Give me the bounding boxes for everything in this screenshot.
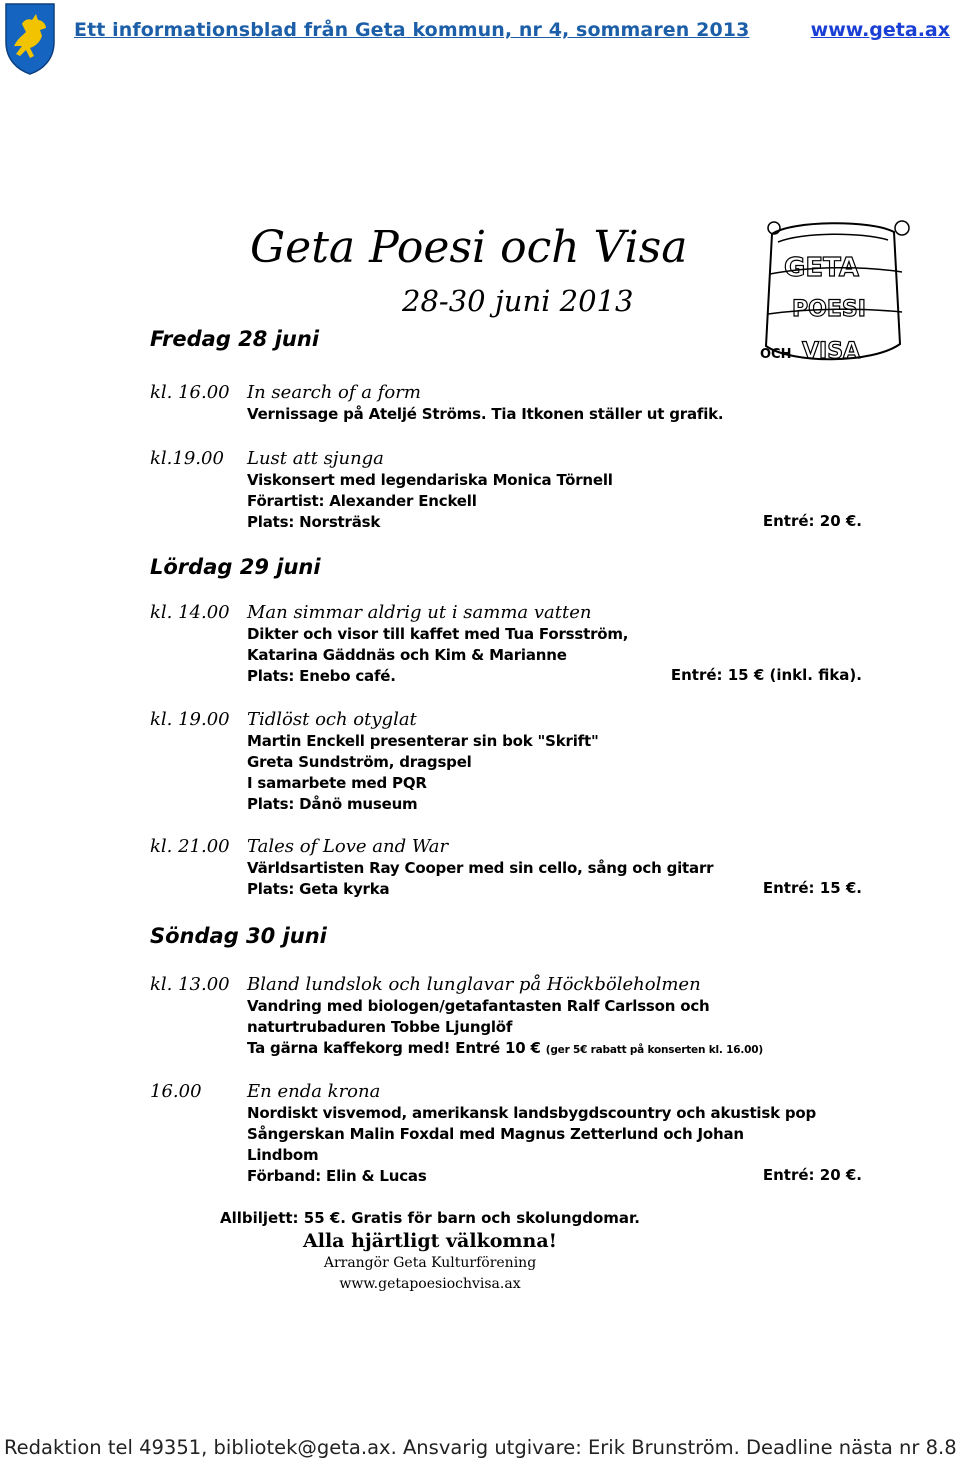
event-line-text: Ta gärna kaffekorg med! Entré 10 € [247,1039,541,1057]
event-time: kl. 21.00 [150,836,230,857]
event-line [247,1038,862,1061]
event-line: Nordiskt visvemod, amerikansk landsbygdscountry och akustisk pop [247,1104,817,1122]
poster-title: Geta Poesi och Visa [250,222,688,273]
event-line: Förband: Elin & Lucas [247,1167,427,1185]
logo-text-poesi: POESI [792,297,866,322]
poster-dates: 28-30 juni 2013 [402,284,634,318]
event-title: Bland lundslok och lunglavar på Höckböleholmen [247,974,701,995]
entry-price: Entré: 20 €. [762,512,862,530]
event-time: kl. 14.00 [150,602,230,623]
event-line: Greta Sundström, dragspel [247,753,472,771]
allbiljett-text: Allbiljett: 55 €. Gratis för barn och skolungdomar. [219,1209,641,1227]
event-title: Tidlöst och otyglat [247,709,417,730]
page-footer: Redaktion tel 49351, bibliotek@geta.ax. Ansvarig utgivare: Erik Brunström. Deadline nästa nr 8.8 [4,1436,957,1459]
event-line: naturtrubaduren Tobbe Ljunglöf [247,1018,513,1036]
logo-text-visa: VISA [802,339,861,364]
event-line: Katarina Gäddnäs och Kim & Marianne [247,646,567,664]
event-title: In search of a form [247,382,421,403]
event-title: Tales of Love and War [247,836,449,857]
event-time: kl. 13.00 [150,974,230,995]
poesi-visa-logo [752,214,914,378]
logo-text-och: OCH [760,347,792,362]
event-title: Man simmar aldrig ut i samma vatten [247,602,592,623]
event-line: Sångerskan Malin Foxdal med Magnus Zetterlund och Johan [247,1125,744,1143]
event-title: En enda krona [247,1081,381,1102]
entry-price: Entré: 15 €. [762,879,862,897]
event-line: Vernissage på Ateljé Ströms. Tia Itkonen ställer ut grafik. [247,405,724,423]
event-time: kl. 16.00 [150,382,230,403]
day-heading: Fredag 28 juni [150,327,320,351]
event-line: Martin Enckell presenterar sin bok "Skrift" [247,732,599,750]
event-line: Världsartisten Ray Cooper med sin cello, sång och gitarr [247,859,714,877]
event-line: I samarbete med PQR [247,774,427,792]
discount-note: (ger 5€ rabatt på konserten kl. 16.00) [545,1044,763,1056]
event-line: Lindbom [247,1146,319,1164]
website-link[interactable]: www.geta.ax [810,19,950,41]
event-line: Viskonsert med legendariska Monica Törnell [247,471,613,489]
event-line: Dikter och visor till kaffet med Tua Forsström, [247,625,629,643]
event-line: Plats: Norsträsk [247,513,381,531]
event-line: Plats: Geta kyrka [247,880,390,898]
event-line: Förartist: Alexander Enckell [247,492,477,510]
day-heading: Söndag 30 juni [150,924,327,948]
event-title: Lust att sjunga [247,448,384,469]
festival-website: www.getapoesiochvisa.ax [339,1276,521,1292]
event-time: kl. 19.00 [150,709,230,730]
entry-price: Entré: 15 € (inkl. fika). [670,666,862,684]
logo-text-geta: GETA [784,253,859,283]
event-time: 16.00 [150,1081,202,1102]
newsletter-title: Ett informationsblad från Geta kommun, nr 4, sommaren 2013 [74,19,750,41]
event-time: kl.19.00 [150,448,224,469]
entry-price: Entré: 20 €. [762,1166,862,1184]
event-line: Plats: Dånö museum [247,795,418,813]
organizer-text: Arrangör Geta Kulturförening [323,1255,537,1271]
event-line: Plats: Enebo café. [247,667,396,685]
welcome-text: Alla hjärtligt välkomna! [303,1230,557,1252]
event-line: Vandring med biologen/getafantasten Ralf Carlsson och [247,997,710,1015]
day-heading: Lördag 29 juni [150,555,321,579]
